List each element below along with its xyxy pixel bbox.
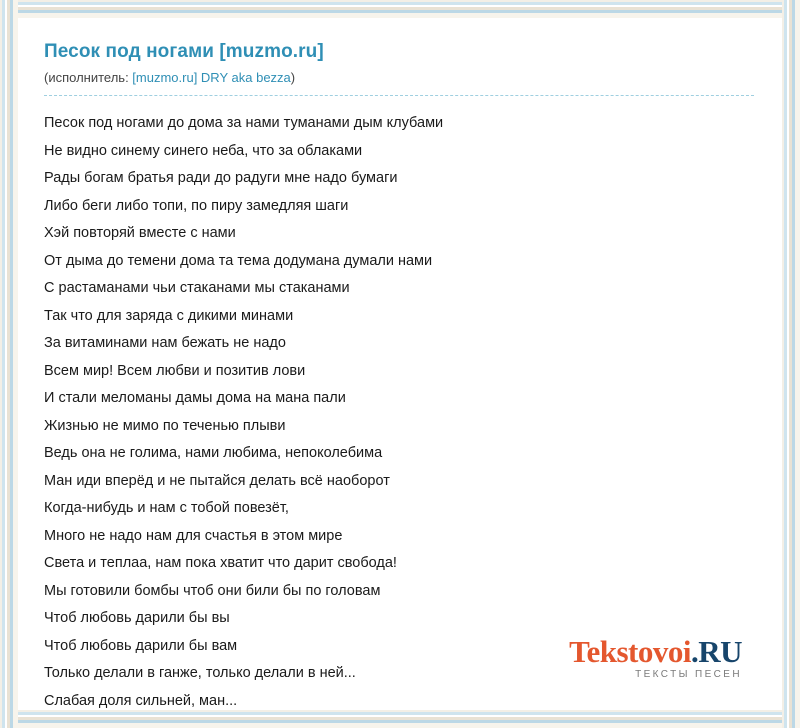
lyric-line: Чтоб любовь дарили бы вы [44, 610, 230, 626]
lyric-line: Слабая доля сильней, ман... [44, 692, 238, 709]
site-watermark [569, 636, 742, 680]
lyric-line: За витаминами нам бежать не надо [44, 335, 286, 351]
lyric-line: С растаманами чьи стаканами мы стаканами [44, 280, 350, 296]
lyric-line: От дыма до темени дома та тема додумана думали нами [44, 252, 433, 269]
watermark-brand-tld: .RU [690, 634, 742, 669]
lyric-line: Так что для заряда с дикими минами [44, 307, 294, 324]
decorative-border-right [782, 0, 800, 728]
watermark-brand-name: Tekstovoi [569, 634, 691, 669]
lyric-line: Всем мир! Всем любви и позитив лови [44, 362, 306, 379]
lyric-line: Жизнью не мимо по теченью плыви [44, 417, 286, 434]
performer-suffix: ) [290, 70, 296, 85]
lyric-line: Песок под ногами до дома за нами туманами дым клубами [44, 115, 444, 131]
performer-link[interactable]: [muzmo.ru] DRY aka bezza [132, 70, 291, 85]
page-title: Песок под ногами [muzmo.ru] [44, 41, 324, 62]
lyrics-body [44, 110, 754, 715]
lyric-line: Хэй повторяй вместе с нами [44, 225, 236, 241]
lyric-line: Только делали в ганже, только делали в ней... [44, 665, 356, 681]
lyric-line: Света и теплаа, нам пока хватит что дарит свобода! [44, 555, 397, 571]
lyric-line: И стали меломаны дамы дома на мана пали [44, 390, 346, 406]
watermark-brand [569, 636, 742, 668]
lyric-line: Чтоб любовь дарили бы вам [44, 637, 238, 654]
lyric-line: Не видно синему синего неба, что за облаками [44, 142, 363, 159]
performer-line [44, 70, 754, 96]
lyric-line: Рады богам братья ради до радуги мне надо бумаги [44, 170, 398, 186]
decorative-border-top [0, 0, 800, 18]
performer-prefix: (исполнитель: [44, 70, 133, 85]
lyric-line: Много не надо нам для счастья в этом мире [44, 527, 343, 544]
lyric-line: Мы готовили бомбы чтоб они били бы по головам [44, 582, 381, 599]
lyric-line: Либо беги либо топи, по пиру замедляя шаги [44, 197, 349, 214]
lyric-line: Когда-нибудь и нам с тобой повезёт, [44, 500, 289, 516]
lyric-line: Ман иди вперёд и не пытайся делать всё наоборот [44, 472, 390, 489]
decorative-border-left [0, 0, 18, 728]
content-area [18, 18, 782, 710]
watermark-tagline: ТЕКСТЫ ПЕСЕН [635, 669, 742, 680]
lyric-line: Ведь она не голима, нами любима, непоколебима [44, 445, 383, 461]
